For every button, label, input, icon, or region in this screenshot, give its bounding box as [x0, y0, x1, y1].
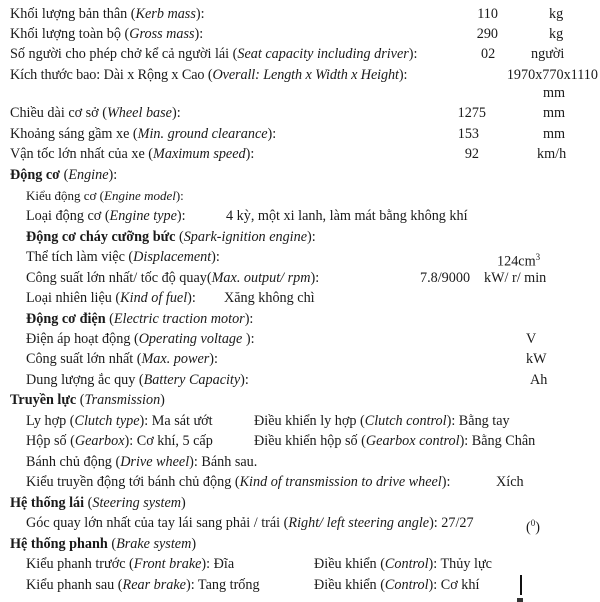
spec-row-displacement — [0, 247, 600, 270]
spec-label: Điều khiển (Control): Thủy lực — [314, 556, 492, 572]
spec-value: Xăng không chì — [224, 290, 315, 306]
subsection-heading-electric-motor — [0, 309, 600, 329]
spec-row-ground-clearance — [0, 124, 600, 144]
heading-text: Động cơ cháy cưỡng bức (Spark-ignition engine): — [26, 229, 316, 245]
spec-unit: km/h — [537, 146, 567, 162]
spec-value: 92 — [464, 146, 479, 162]
spec-unit: kg — [549, 26, 564, 42]
spec-label: Hộp số (Gearbox): Cơ khí, 5 cấp — [26, 433, 213, 449]
spec-row-engine-model — [0, 186, 600, 206]
text-cursor — [520, 575, 522, 595]
spec-row-rear-brake — [0, 575, 600, 595]
spec-value: 4 kỳ, một xi lanh, làm mát bằng không khí — [226, 208, 468, 224]
spec-value: 7.8/9000 — [420, 270, 471, 286]
spec-value: 1970x770x1110 — [506, 67, 598, 83]
spec-label: Công suất lớn nhất/ tốc độ quay(Max. output/ rpm): — [26, 270, 320, 286]
spec-unit: mm — [543, 85, 566, 101]
spec-row-kerb-mass — [0, 4, 600, 24]
spec-value: 110 — [477, 6, 498, 22]
spec-value: Xích — [496, 474, 524, 490]
spec-label: Bánh chủ động (Drive wheel): Bánh sau. — [26, 454, 258, 470]
spec-label: Số người cho phép chở kể cả người lái (Seat capacity including driver): — [10, 46, 418, 62]
spec-unit: kW/ r/ min — [484, 270, 547, 286]
spec-value: 1275 — [457, 105, 486, 121]
spec-label: Kích thước bao: Dài x Rộng x Cao (Overall: Length x Width x Height): — [10, 67, 408, 83]
page-mark — [517, 598, 523, 602]
spec-row-max-output — [0, 268, 600, 288]
section-heading-steering — [0, 493, 600, 513]
heading-text: Động cơ (Engine): — [10, 167, 118, 183]
spec-label: Kiểu truyền động tới bánh chủ động (Kind of transmission to drive wheel): — [26, 474, 451, 490]
spec-unit: mm — [543, 126, 566, 142]
spec-row-gross-mass — [0, 24, 600, 44]
spec-row-max-power — [0, 349, 600, 369]
spec-label: Loại động cơ (Engine type): — [26, 208, 186, 224]
spec-unit: V — [526, 331, 537, 347]
heading-text: Động cơ điện (Electric traction motor): — [26, 311, 254, 327]
spec-label: Ly hợp (Clutch type): Ma sát ướt — [26, 413, 213, 429]
spec-row-front-brake — [0, 554, 600, 574]
spec-value: $124cm^3$ — [497, 252, 541, 270]
spec-label: Vận tốc lớn nhất của xe (Maximum speed): — [10, 146, 255, 162]
spec-row-wheel-base — [0, 103, 600, 123]
section-heading-brake — [0, 534, 600, 554]
spec-row-gearbox — [0, 431, 600, 451]
spec-value: 153 — [457, 126, 479, 142]
spec-label: Điện áp hoạt động (Operating voltage ): — [26, 331, 255, 347]
spec-row-engine-type — [0, 206, 600, 226]
spec-label: Điều khiển (Control): Cơ khí — [314, 577, 480, 593]
heading-text: Hệ thống lái (Steering system) — [10, 495, 186, 511]
spec-label: Chiều dài cơ sở (Wheel base): — [10, 105, 181, 121]
spec-label: Dung lượng ắc quy (Battery Capacity): — [26, 372, 249, 388]
subsection-heading-spark-ignition — [0, 227, 600, 247]
spec-row-dimensions — [0, 65, 600, 85]
spec-label: Điều khiển hộp số (Gearbox control): Bằng Chân — [254, 433, 536, 449]
spec-row-seat-capacity — [0, 44, 600, 64]
spec-row-fuel — [0, 288, 600, 308]
spec-label: Khối lượng toàn bộ (Gross mass): — [10, 26, 204, 42]
spec-row-maximum-speed — [0, 144, 600, 164]
spec-label: Góc quay lớn nhất của tay lái sang phải / trái (Right/ left steering angle): 27/27 — [26, 515, 474, 531]
spec-value: 02 — [481, 46, 496, 62]
section-heading-transmission — [0, 390, 600, 410]
spec-unit: người — [531, 46, 565, 62]
section-heading-engine — [0, 165, 600, 185]
spec-row-clutch — [0, 411, 600, 431]
spec-unit: ($^0$) — [526, 518, 540, 536]
spec-row-battery-capacity — [0, 370, 600, 390]
spec-row-kind-of-transmission — [0, 472, 600, 492]
spec-label: Kiểu phanh trước (Front brake): Đĩa — [26, 556, 235, 572]
spec-unit: kW — [526, 351, 547, 367]
spec-label: Điều khiển ly hợp (Clutch control): Bằng tay — [254, 413, 510, 429]
spec-value: 290 — [476, 26, 498, 42]
spec-row-operating-voltage — [0, 329, 600, 349]
spec-label: Thể tích làm việc (Displacement): — [26, 249, 220, 265]
spec-label: Công suất lớn nhất (Max. power): — [26, 351, 218, 367]
spec-unit: mm — [543, 105, 566, 121]
spec-label: Kiểu động cơ (Engine model): — [26, 188, 184, 203]
spec-label: Loại nhiên liệu (Kind of fuel): — [26, 290, 196, 306]
spec-label: Khối lượng bản thân (Kerb mass): — [10, 6, 205, 22]
spec-label: Khoảng sáng gầm xe (Min. ground clearance): — [10, 126, 277, 142]
spec-row-drive-wheel — [0, 452, 600, 472]
spec-label: Kiểu phanh sau (Rear brake): Tang trống — [26, 577, 260, 593]
spec-unit: kg — [549, 6, 564, 22]
spec-row-dimensions-unit — [0, 83, 600, 103]
heading-text: Truyền lực (Transmission) — [10, 392, 165, 408]
spec-unit: Ah — [530, 372, 548, 388]
heading-text: Hệ thống phanh (Brake system) — [10, 536, 197, 552]
spec-row-steering-angle — [0, 513, 600, 536]
